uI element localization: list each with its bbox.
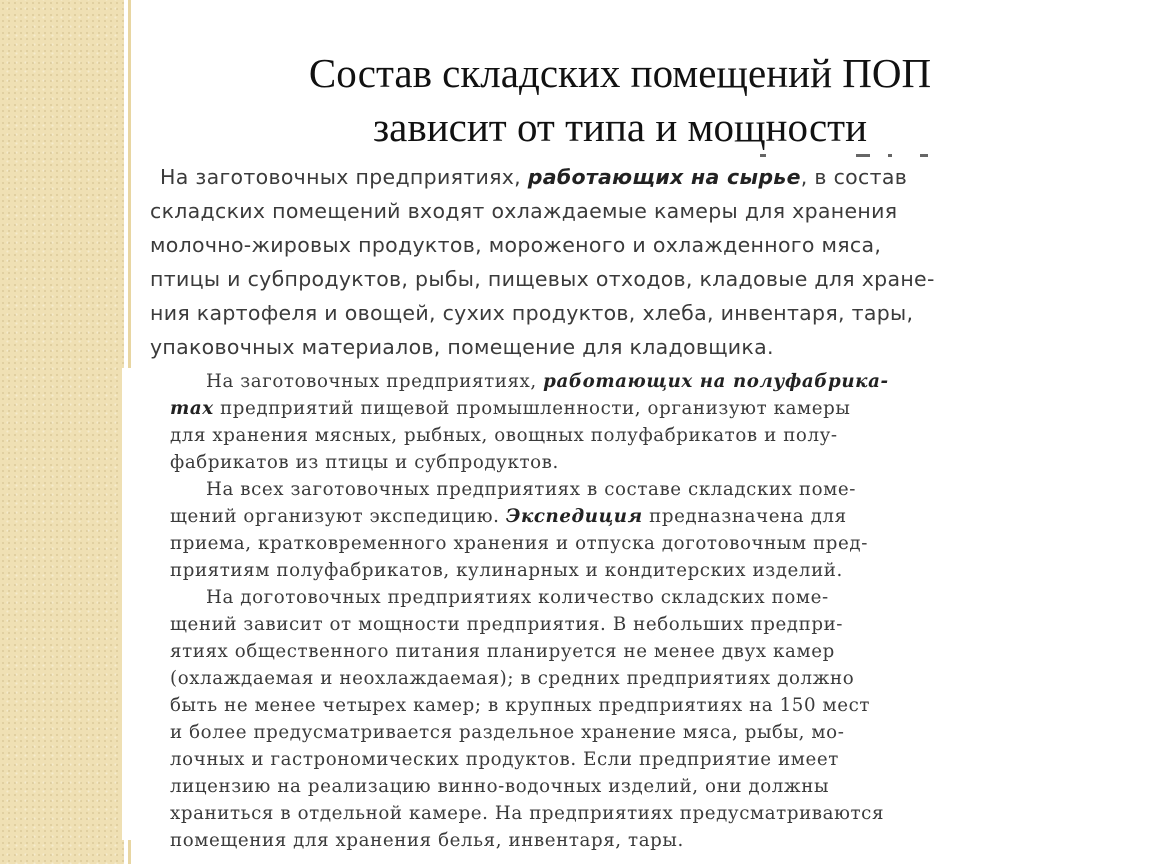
text-line: молочно-жировых продуктов, мороженого и охлажденного мяса, (150, 233, 882, 257)
text-line (170, 368, 1002, 395)
emphasis-expedition: Экспедиция (505, 506, 643, 527)
text-line: На всех заготовочных предприятиях в составе складских поме- (206, 479, 857, 500)
text-line (170, 503, 1002, 530)
slide-title (160, 46, 1080, 154)
text-run: На заготовочных предприятиях, (160, 165, 528, 189)
text-run: предприятий пищевой промышленности, организуют камеры (213, 398, 851, 419)
text-line: щений зависит от мощности предприятия. В небольших предпри- (170, 614, 844, 635)
emphasis-raw-materials: работающих на сырье (527, 165, 801, 189)
slide-title-line-1: Состав складских помещений ПОП (308, 50, 932, 96)
scanned-text-block-2 (122, 368, 1002, 851)
text-run: предназначена для (642, 506, 847, 527)
text-line: ния картофеля и овощей, сухих продуктов, хлеба, инвентаря, тары, (150, 301, 914, 325)
text-run: На заготовочных предприятиях, (206, 371, 544, 392)
scanned-text-block-1 (150, 160, 1030, 368)
text-line: быть не менее четырех камер; в крупных предприятиях на 150 мест (170, 695, 871, 716)
text-line: приема, кратковременного хранения и отпуска доготовочным пред- (170, 533, 868, 554)
text-line: птицы и субпродуктов, рыбы, пищевых отходов, кладовые для хране- (150, 267, 935, 291)
text-line: и более предусматривается раздельное хранение мяса, рыбы, мо- (170, 722, 845, 743)
text-line: (охлаждаемая и неохлаждаемая); в средних предприятиях должно (170, 668, 855, 689)
slide-title-line-2: зависит от типа и мощности (372, 104, 868, 150)
decorative-side-pattern (0, 0, 124, 864)
text-line: На доготовочных предприятиях количество складских поме- (206, 587, 829, 608)
text-line: для хранения мясных, рыбных, овощных полуфабрикатов и полу- (170, 425, 838, 446)
text-run: щений организуют экспедицию. (170, 506, 506, 527)
text-line: упаковочных материалов, помещение для кладовщика. (150, 335, 774, 359)
text-line: ятиях общественного питания планируется не менее двух камер (170, 641, 835, 662)
text-line: лицензию на реализацию винно-водочных изделий, они должны (170, 776, 830, 797)
text-line: складских помещений входят охлаждаемые камеры для хранения (150, 199, 898, 223)
text-line: фабрикатов из птицы и субпродуктов. (170, 452, 559, 473)
emphasis-semi-finished-end: тах (170, 398, 214, 419)
text-line: приятиям полуфабрикатов, кулинарных и кондитерских изделий. (170, 560, 843, 581)
text-line: лочных и гастрономических продуктов. Если предприятие имеет (170, 749, 839, 770)
text-line: помещения для хранения белья, инвентаря, тары. (170, 830, 684, 851)
text-line (150, 160, 1030, 194)
text-run: , в состав (800, 165, 908, 189)
emphasis-semi-finished: работающих на полуфабрика- (543, 371, 889, 392)
text-line: храниться в отдельной камере. На предприятиях предусматриваются (170, 803, 885, 824)
text-line (170, 395, 1002, 422)
